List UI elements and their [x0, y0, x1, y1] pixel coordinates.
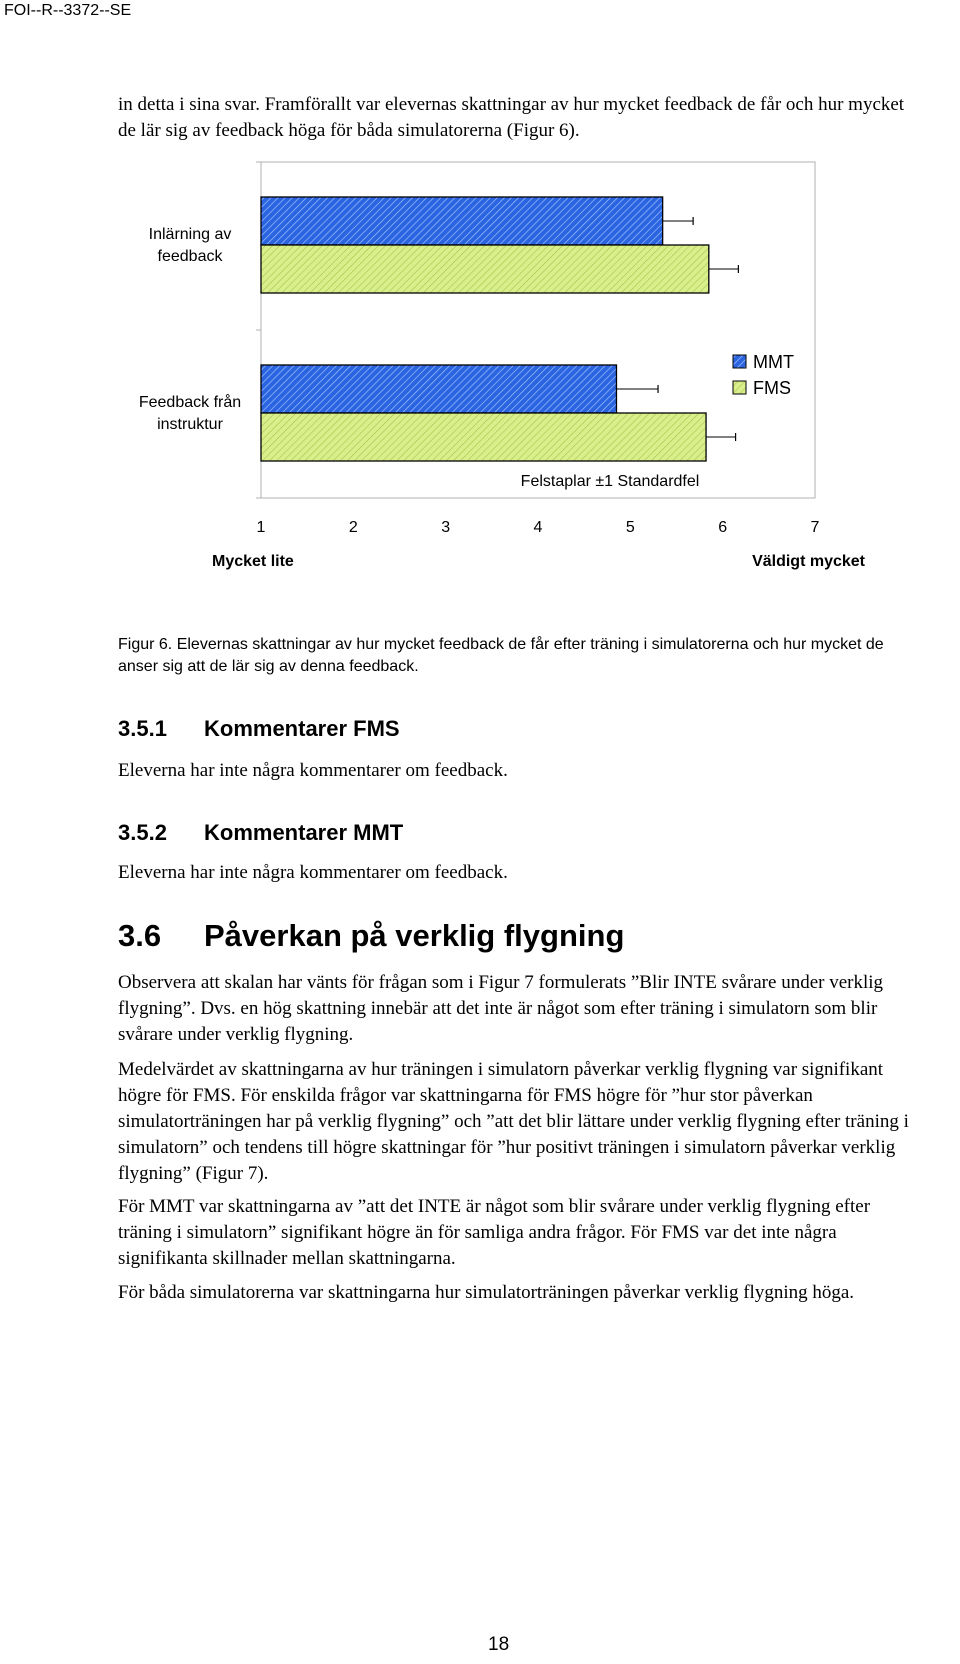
x-tick-label: 4: [533, 519, 543, 536]
category-label: Inlärning av: [148, 226, 232, 243]
x-tick-label: 5: [625, 519, 635, 536]
section-title-36: Påverkan på verklig flygning: [204, 918, 625, 953]
paragraph-36-3: För MMT var skattningarna av ”att det INTE är något som blir svårare under verklig flygning efter träning i simulatorn” signifikant högre än för samliga andra frågor. För FMS var det inte några signifikanta skillnader mellan skattningarna.: [118, 1196, 871, 1269]
x-tick-label: 3: [441, 519, 451, 536]
bar-mmt: [261, 197, 663, 245]
section-title-352: Kommentarer MMT: [204, 820, 404, 845]
section-heading-352: 3.5.2 Kommentarer MMT: [118, 820, 404, 845]
paragraph-36-1: Observera att skalan har vänts för frågan som i Figur 7 formulerats ”Blir INTE svårare under verklig flygning”. Dvs. en hög skattning innebär att det inte är något som efter träning i simulatorn som blir svårare under verklig flygning.: [118, 972, 884, 1045]
category-label: instruktur: [157, 416, 223, 433]
x-label-left: Mycket lite: [212, 553, 294, 570]
bar-fms: [261, 413, 706, 461]
bar-chart: [0, 150, 960, 620]
category-label: Feedback från: [138, 394, 242, 411]
x-tick-label: 2: [348, 519, 358, 536]
x-tick-label: 6: [718, 519, 728, 536]
bar-fms: [261, 245, 709, 293]
error-bar-note: Felstaplar ±1 Standardfel: [520, 473, 700, 490]
legend-label-mmt: MMT: [753, 352, 794, 372]
section-heading-36: 3.6 Påverkan på verklig flygning: [118, 918, 625, 953]
category-label: feedback: [157, 248, 223, 265]
legend-swatch-fms: [733, 381, 746, 394]
document-id: FOI--R--3372--SE: [4, 2, 132, 19]
section-heading-351: 3.5.1 Kommentarer FMS: [118, 716, 400, 741]
page-number: 18: [488, 1634, 510, 1655]
x-label-right: Väldigt mycket: [752, 553, 865, 570]
x-tick-label: 1: [256, 519, 266, 536]
paragraph-36-2: Medelvärdet av skattningarna av hur träningen i simulatorn påverkar verklig flygning var signifikant högre för FMS. För enskilda frågor var skattningarna för FMS högre för ”hur stor påverkan simulatorträningen har på verklig flygning” och ”att det blir lättare under verklig flygning efter träning i simulatorn” och tendens till högre skattningar för ”hur positivt träningen i simulatorn påverkar verklig flygning” (Figur 7).: [118, 1059, 909, 1184]
figure-caption: Figur 6. Elevernas skattningar av hur mycket feedback de får efter träning i simulatorerna och hur mycket de anser sig att de lär sig av denna feedback.: [118, 636, 884, 675]
bar-mmt: [261, 365, 616, 413]
section-text-351: Eleverna har inte några kommentarer om feedback.: [118, 760, 508, 781]
intro-paragraph: in detta i sina svar. Framförallt var elevernas skattningar av hur mycket feedback de får och hur mycket de lär sig av feedback höga för båda simulatorerna (Figur 6).: [118, 94, 905, 141]
x-tick-label: 7: [810, 519, 820, 536]
legend-swatch-mmt: [733, 355, 746, 368]
paragraph-36-4: För båda simulatorerna var skattningarna hur simulatorträningen påverkar verklig flygning höga.: [118, 1282, 855, 1303]
legend-label-fms: FMS: [753, 378, 791, 398]
section-text-352: Eleverna har inte några kommentarer om feedback.: [118, 862, 508, 883]
